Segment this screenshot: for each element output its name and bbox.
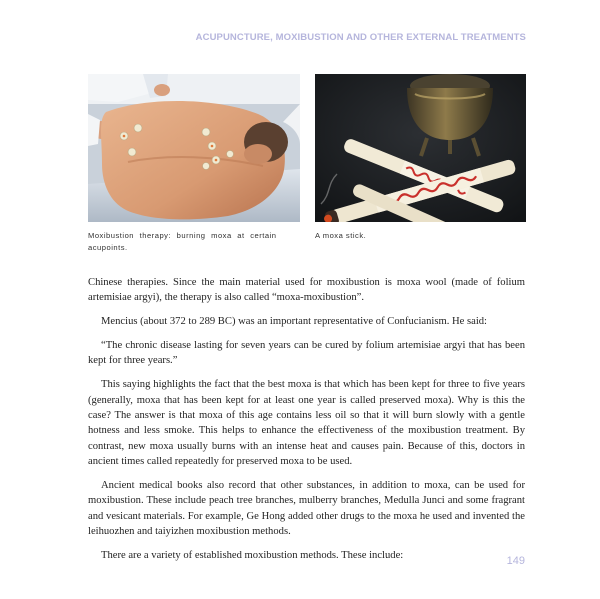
figure-1-caption: Moxibustion therapy: burning moxa at certain acupoints. xyxy=(88,231,277,252)
running-header: ACUPUNCTURE, MOXIBUSTION AND OTHER EXTERNAL TREATMENTS xyxy=(195,32,526,43)
quote-paragraph: “The chronic disease lasting for seven years can be cured by folium artemisiae argyi that has been kept for three years.” xyxy=(88,340,525,367)
body-text xyxy=(88,275,525,572)
figure-moxibustion-back-photo xyxy=(88,74,300,222)
paragraph: This saying highlights the fact that the best moxa is that which has been kept for three to five years (generally, moxa that has been kept for at least one year is called preserved moxa). Why is this the case? The answer is that moxa of this age contains less oil so that it will burn slowly with a gentle hotness and less smoke. This helps to enhance the effectiveness of the moxibustion treatment. By contrast, new moxa usually burns with an intense heat and causes pain. Because of this, doctors in ancient times called repeatedly for preserved moxa to be used. xyxy=(88,379,525,468)
figure-2-caption: A moxa stick. xyxy=(315,231,367,240)
paragraph: There are a variety of established moxibustion methods. These include: xyxy=(101,550,404,562)
paragraph: Ancient medical books also record that other substances, in addition to moxa, can be used for moxibustion. These include peach tree branches, mulberry branches, Medulla Junci and some fragrant and vesicant materials. For example, Ge Hong added other drugs to the moxa he used and invented the leihuozhen and taiyizhen moxibustion methods. xyxy=(88,480,525,538)
figure-moxa-stick-photo xyxy=(315,74,526,222)
paragraph: Chinese therapies. Since the main material used for moxibustion is moxa wool (made of folium artemisiae argyi), the therapy is also called “moxa-moxibustion”. xyxy=(88,277,525,304)
page-number: 149 xyxy=(506,555,525,567)
paragraph: Mencius (about 372 to 289 BC) was an important representative of Confucianism. He said: xyxy=(101,316,487,328)
